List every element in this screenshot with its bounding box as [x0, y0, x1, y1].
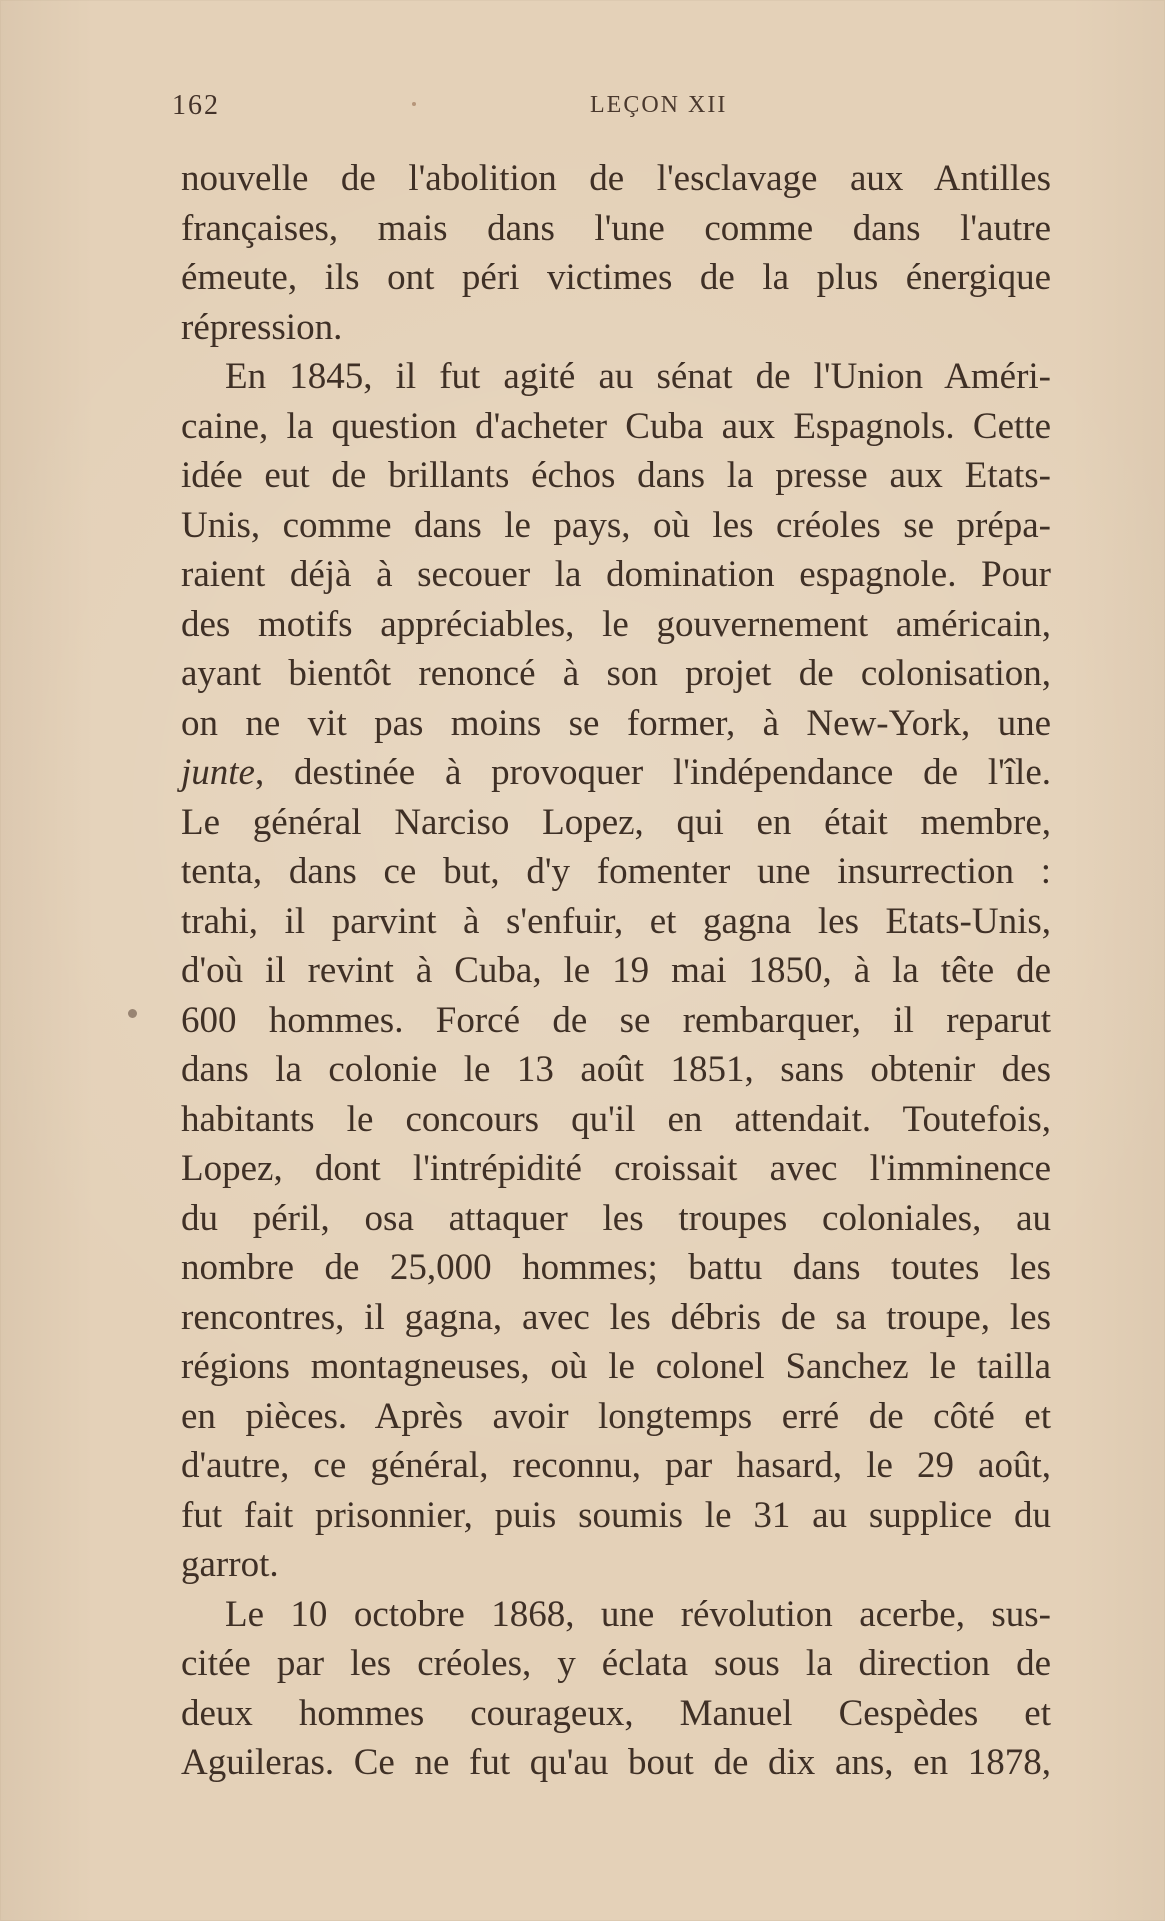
text-line-12: on ne vit pas moins se former, à New-York, une	[181, 702, 1051, 744]
text-line-29: garrot.	[181, 1544, 279, 1585]
page-number: 162	[172, 90, 220, 121]
text-line-32: deux hommes courageux, Manuel Cespèdes et	[181, 1692, 1051, 1734]
text-line-16: trahi, il parvint à s'enfuir, et gagna les Etats-Unis,	[181, 900, 1051, 942]
text-line-1: nouvelle de l'abolition de l'esclavage aux Antilles	[181, 158, 1051, 199]
text-line-9: raient déjà à secouer la domination espagnole. Pour	[181, 554, 1051, 595]
text-line-13	[181, 748, 1051, 798]
text-line-18: 600 hommes. Forcé de se rembarquer, il reparut	[181, 999, 1051, 1041]
text-line-14: Le général Narciso Lopez, qui en était membre,	[181, 801, 1051, 843]
text-line-23: nombre de 25,000 hommes; battu dans toutes les	[181, 1247, 1051, 1288]
text-line-19: dans la colonie le 13 août 1851, sans obtenir des	[181, 1049, 1051, 1090]
italic-word-junte: junte	[181, 752, 255, 793]
text-line-7: idée eut de brillants échos dans la presse aux Etats-	[181, 455, 1051, 496]
running-head: LEÇON XII	[590, 92, 728, 118]
paragraph-3-line-1: Le 10 octobre 1868, une révolution acerbe, sus-	[225, 1593, 1051, 1635]
text-line-27: d'autre, ce général, reconnu, par hasard, le 29 août,	[181, 1445, 1051, 1486]
text-line-8: Unis, comme dans le pays, où les créoles se prépa-	[181, 504, 1051, 546]
text-line-31: citée par les créoles, y éclata sous la direction de	[181, 1643, 1051, 1684]
text-line-15: tenta, dans ce but, d'y fomenter une insurrection :	[181, 851, 1051, 892]
text-line-4: répression.	[181, 306, 343, 348]
text-line-11: ayant bientôt renoncé à son projet de colonisation,	[181, 653, 1051, 694]
header-dot-icon	[412, 102, 416, 106]
text-line-33: Aguileras. Ce ne fut qu'au bout de dix ans, en 1878,	[181, 1742, 1051, 1783]
text-line-13-rest: , destinée à provoquer l'indépendance de l'île.	[254, 752, 1051, 793]
text-line-22: du péril, osa attaquer les troupes coloniales, au	[181, 1197, 1051, 1239]
page-body-text	[181, 154, 1051, 1788]
text-line-24: rencontres, il gagna, avec les débris de sa troupe, les	[181, 1296, 1051, 1338]
ink-spot-icon	[128, 1009, 137, 1018]
text-line-2: françaises, mais dans l'une comme dans l'autre	[181, 207, 1051, 249]
text-line-6: caine, la question d'acheter Cuba aux Espagnols. Cette	[181, 405, 1051, 447]
text-line-17: d'où il revint à Cuba, le 19 mai 1850, à la tête de	[181, 950, 1051, 991]
text-line-26: en pièces. Après avoir longtemps erré de côté et	[181, 1395, 1051, 1437]
paragraph-2-line-1: En 1845, il fut agité au sénat de l'Union Améri-	[225, 356, 1051, 397]
page-header	[172, 90, 992, 130]
text-line-3: émeute, ils ont péri victimes de la plus énergique	[181, 257, 1051, 298]
text-line-21: Lopez, dont l'intrépidité croissait avec l'imminence	[181, 1148, 1051, 1189]
text-line-25: régions montagneuses, où le colonel Sanchez le tailla	[181, 1346, 1051, 1387]
text-line-10: des motifs appréciables, le gouvernement américain,	[181, 603, 1051, 645]
text-line-28: fut fait prisonnier, puis soumis le 31 au supplice du	[181, 1494, 1051, 1536]
text-line-20: habitants le concours qu'il en attendait. Toutefois,	[181, 1098, 1051, 1140]
